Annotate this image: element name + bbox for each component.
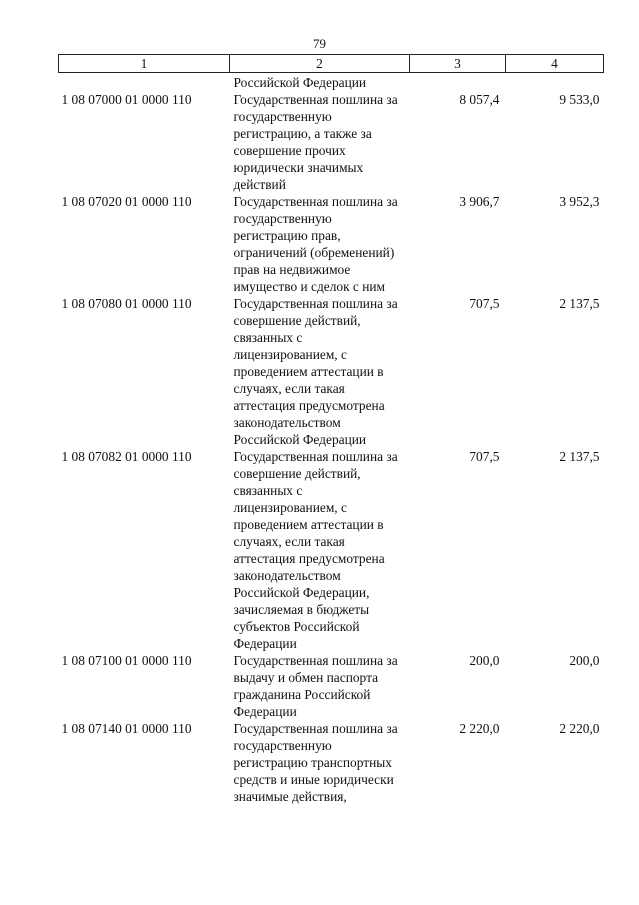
budget-table (58, 54, 604, 805)
row-name: Государственная пошлина за выдачу и обмен паспорта гражданина Российской Федерации (233, 653, 398, 719)
table-row (59, 193, 604, 295)
table-header-row (59, 55, 604, 73)
row-code: 1 08 07140 01 0000 110 (61, 721, 192, 736)
row-code: 1 08 07080 01 0000 110 (61, 296, 192, 311)
table-row (59, 652, 604, 720)
continuation-row (59, 73, 604, 92)
table-row (59, 448, 604, 652)
continuation-text: Российской Федерации (233, 75, 367, 90)
row-name: Государственная пошлина за государственную регистрацию, а также за совершение прочих юридически значимых действий (233, 92, 398, 192)
row-code: 1 08 07100 01 0000 110 (61, 653, 192, 668)
row-code: 1 08 07000 01 0000 110 (61, 92, 192, 107)
row-value-col4: 200,0 (569, 653, 600, 668)
row-value-col4: 2 220,0 (559, 721, 600, 736)
table-row (59, 295, 604, 448)
row-code: 1 08 07082 01 0000 110 (61, 449, 192, 464)
row-value-col4: 2 137,5 (559, 296, 600, 311)
row-name: Государственная пошлина за государственную регистрацию прав, ограничений (обременений) прав на недвижимое имущество и сделок с ним (233, 194, 398, 294)
column-header-3: 3 (410, 55, 506, 73)
row-value-col4: 9 533,0 (559, 92, 600, 107)
row-name: Государственная пошлина за совершение действий, связанных с лицензированием, с проведением аттестации в случаях, если такая аттестация предусмотрена законодательством Российской Федерации, зачисляемая в бюджеты субъектов Российской Федерации (233, 449, 398, 651)
row-value-col3: 8 057,4 (459, 92, 500, 107)
row-name: Государственная пошлина за государственную регистрацию транспортных средств и иные юридически значимые действия, (233, 721, 398, 804)
row-code: 1 08 07020 01 0000 110 (61, 194, 192, 209)
table-row (59, 720, 604, 805)
page-number: 79 (313, 36, 326, 51)
table-row (59, 91, 604, 193)
row-value-col4: 3 952,3 (559, 194, 600, 209)
row-value-col4: 2 137,5 (559, 449, 600, 464)
row-name: Государственная пошлина за совершение действий, связанных с лицензированием, с проведением аттестации в случаях, если такая аттестация предусмотрена законодательством Российской Федерации (233, 296, 398, 447)
row-value-col3: 200,0 (469, 653, 500, 668)
row-value-col3: 2 220,0 (459, 721, 500, 736)
row-value-col3: 707,5 (469, 449, 500, 464)
row-value-col3: 3 906,7 (459, 194, 500, 209)
column-header-1: 1 (59, 55, 230, 73)
column-header-2: 2 (230, 55, 410, 73)
column-header-4: 4 (506, 55, 604, 73)
row-value-col3: 707,5 (469, 296, 500, 311)
